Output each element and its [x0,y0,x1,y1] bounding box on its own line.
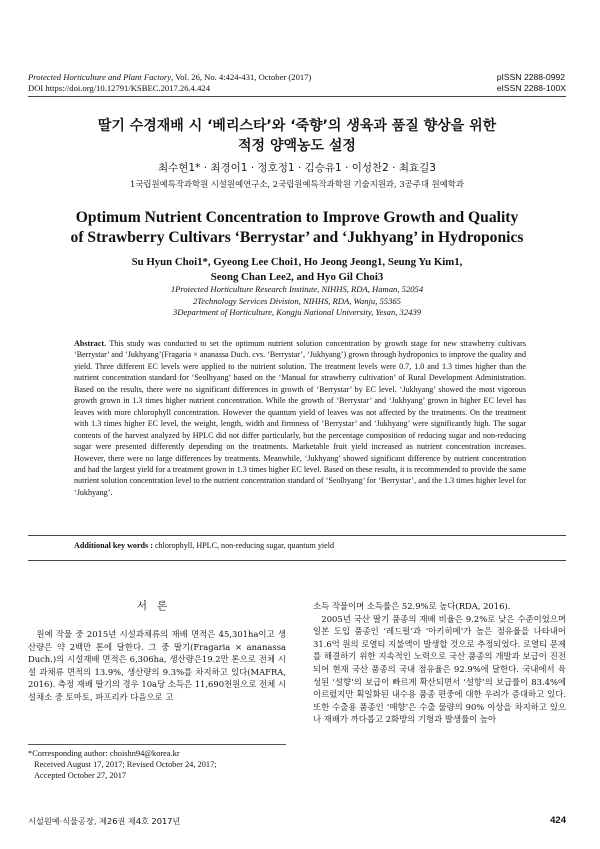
english-title [28,208,566,248]
keywords-text: chlorophyll, HPLC, non-reducing sugar, quantum yield [152,541,335,550]
journal-name: Protected Horticulture and Plant Factory [28,72,172,82]
english-affiliations [28,284,566,319]
abstract-text: This study was conducted to set the optimum nutrient solution concentration by growth stage for new strawberry cultivars ‘Berrystar’ and ‘Jukhyang’(Fragaria × ananassa Duch. cvs. ‘Berrystar’, ‘Jukhyang’) grown through hydroponics to improve the quality and yield. Three different EC levels were applied to the nutrient solution. The treatment levels were 0.7, 1.0 and 1.3 times higher than the nutrient concentration standard for ‘Seolhyang’ based on the ‘Manual for strawberry cultivation’ of Rural Development Administration. Based on the results, there were no significant differences in growth of ‘Berrystar’ by EC level. ‘Jukhyang’ showed the most vigorous growth grown in 1.3 times higher nutrient concentration. While the growth of ‘Berrystar’ and ‘Jukhyang’ grown in higher EC level has leaves with more chlorophyll concentration. However the quantum yield of leaves was not affected by the treatments. On the treatment with 1.3 times higher EC level, the weight, length, width and firmness of ‘Berrystar’ and ‘Jukhyang’ were significantly high. The sugar contents of the harvest analyzed by HPLC did not differ particularly, but the percentage composition of reducing sugar and non-reducing sugar were presented differently depending on the treatments. Marketable fruit yield increased as nutrient concentration increases. However, there were no large differences by treatments. Meanwhile, ‘Jukhyang’ showed significant difference by nutrient concentration and had the largest yield for a treatment grown in 1.3 times higher EC level. Based on these results, it is recommended to provide the same nutrient solution concentration level to the nutrient concentration standard of ‘Seolhyang’ for ‘Berrystar’, and the 1.3 times higher level for ‘Jukhyang’. [74,339,526,497]
pissn: pISSN 2288-0992 [496,72,566,82]
footnote-rule [28,744,286,745]
header-rule [28,96,566,97]
body-right-column [313,600,566,726]
affiliation-1: 1Protected Horticulture Research Institute, NIHHS, RDA, Haman, 52054 [170,284,424,294]
corresponding-author: *Corresponding author: choishn94@korea.kr [28,749,180,758]
accepted-date: Accepted October 27, 2017 [34,771,127,781]
korean-title-line1: 딸기 수경재배 시 ‘베리스타’와 ‘죽향’의 생육과 품질 향상을 위한 [97,118,497,134]
english-authors-line1: Su Hyun Choi1*, Gyeong Lee Choi1, Ho Jeong Jeong1, Seung Yu Kim1, [131,256,463,268]
korean-title-line2: 적정 양액농도 설정 [238,138,356,154]
abstract-label: Abstract. [74,339,107,348]
journal-citation [28,72,311,83]
footnote [28,748,286,782]
received-date: Received August 17, 2017; Revised October 24, 2017; [34,760,217,770]
body-paragraph: 2005년 국산 딸기 품종의 재배 비율은 9.2%로 낮은 수준이었으며 일본 도입 품종인 ‘레드펄’과 ‘아키히메’가 높은 점유율을 나타내어 31.6억 원의 로열티 지불액이 발생할 것으로 추정되었다. 로열티 문제를 해결하기 위한 지속적인 노력으로 국산 품종의 개발과 보급이 진전되어 현재 국산 품종의 국내 점유율은 92.9%에 달한다. 국내에서 육성된 ‘설향’의 보급이 빠르게 확산되면서 ‘설향’의 보급률이 83.4%에 이르렀지만 획일화된 내수용 품종 편중에 대한 우려가 증대하고 있다. 또한 수출용 품종인 ‘매향’은 수출 물량의 90% 이상을 차지하고 있으나 재배가 까다롭고 2화방의 기형과 발생률이 높아 [313,613,566,725]
section-heading-introduction: 서론 [136,600,178,612]
abstract [74,338,526,498]
journal-volume-info: , Vol. 26, No. 4:424-431, October (2017) [171,72,312,82]
page-number: 424 [550,815,566,826]
footer-journal: 시설원예·식물공장, 제26권 제4호 2017년 [28,816,181,826]
doi-link[interactable]: DOI https://doi.org/10.12791/KSBEC.2017.26.4.424 [28,83,210,93]
body-paragraph: 소득 작물이며 소득률은 52.9%로 높다(RDA, 2016). [313,601,511,611]
korean-title [28,116,566,156]
body-paragraph: 원예 작물 중 2015년 시설과채류의 재배 면적은 45,301ha이고 생산량은 약 2백만 톤에 달한다. 그 중 딸기(Fragaria × ananassa Duch.)의 시설재배 면적은 6,306ha, 생산량은19.2만 톤으로 전체 시설 과채류 면적의 13.9%, 생산량의 9.3%를 차지하고 있다(MAFRA, 2016). 측정 재배 딸기의 경우 10a당 소득은 11,690천원으로 전체 시설채소 중 토마토, 파프리카 다음으로 고 [28,629,286,702]
english-authors-line2: Seong Chan Lee2, and Hyo Gil Choi3 [210,271,384,283]
korean-authors: 최수현1* · 최경이1 · 정호정1 · 김승유1 · 이성찬2 · 최효길3 [158,162,436,174]
keywords [74,541,526,550]
issn-block [497,72,566,94]
korean-affiliations: 1국립원예특작과학원 시설원예연구소, 2국립원예특작과학원 기술지원과, 3공주대 원예학과 [130,179,464,189]
body-left-column [28,628,286,704]
affiliation-3: 3Department of Horticulture, Kongju National University, Yesan, 32439 [172,307,422,318]
eissn: eISSN 2288-100X [496,83,566,93]
keywords-top-rule [28,535,566,536]
english-title-line2: of Strawberry Cultivars ‘Berrystar’ and ‘Jukhyang’ in Hydroponics [70,229,524,246]
keywords-label: Additional key words : [74,541,153,550]
journal-header [28,72,311,94]
english-title-line1: Optimum Nutrient Concentration to Improve Growth and Quality [75,209,519,226]
english-authors [28,255,566,285]
keywords-bottom-rule [28,560,566,561]
affiliation-2: 2Technology Services Division, NIHHS, RDA, Wanju, 55365 [193,295,401,306]
